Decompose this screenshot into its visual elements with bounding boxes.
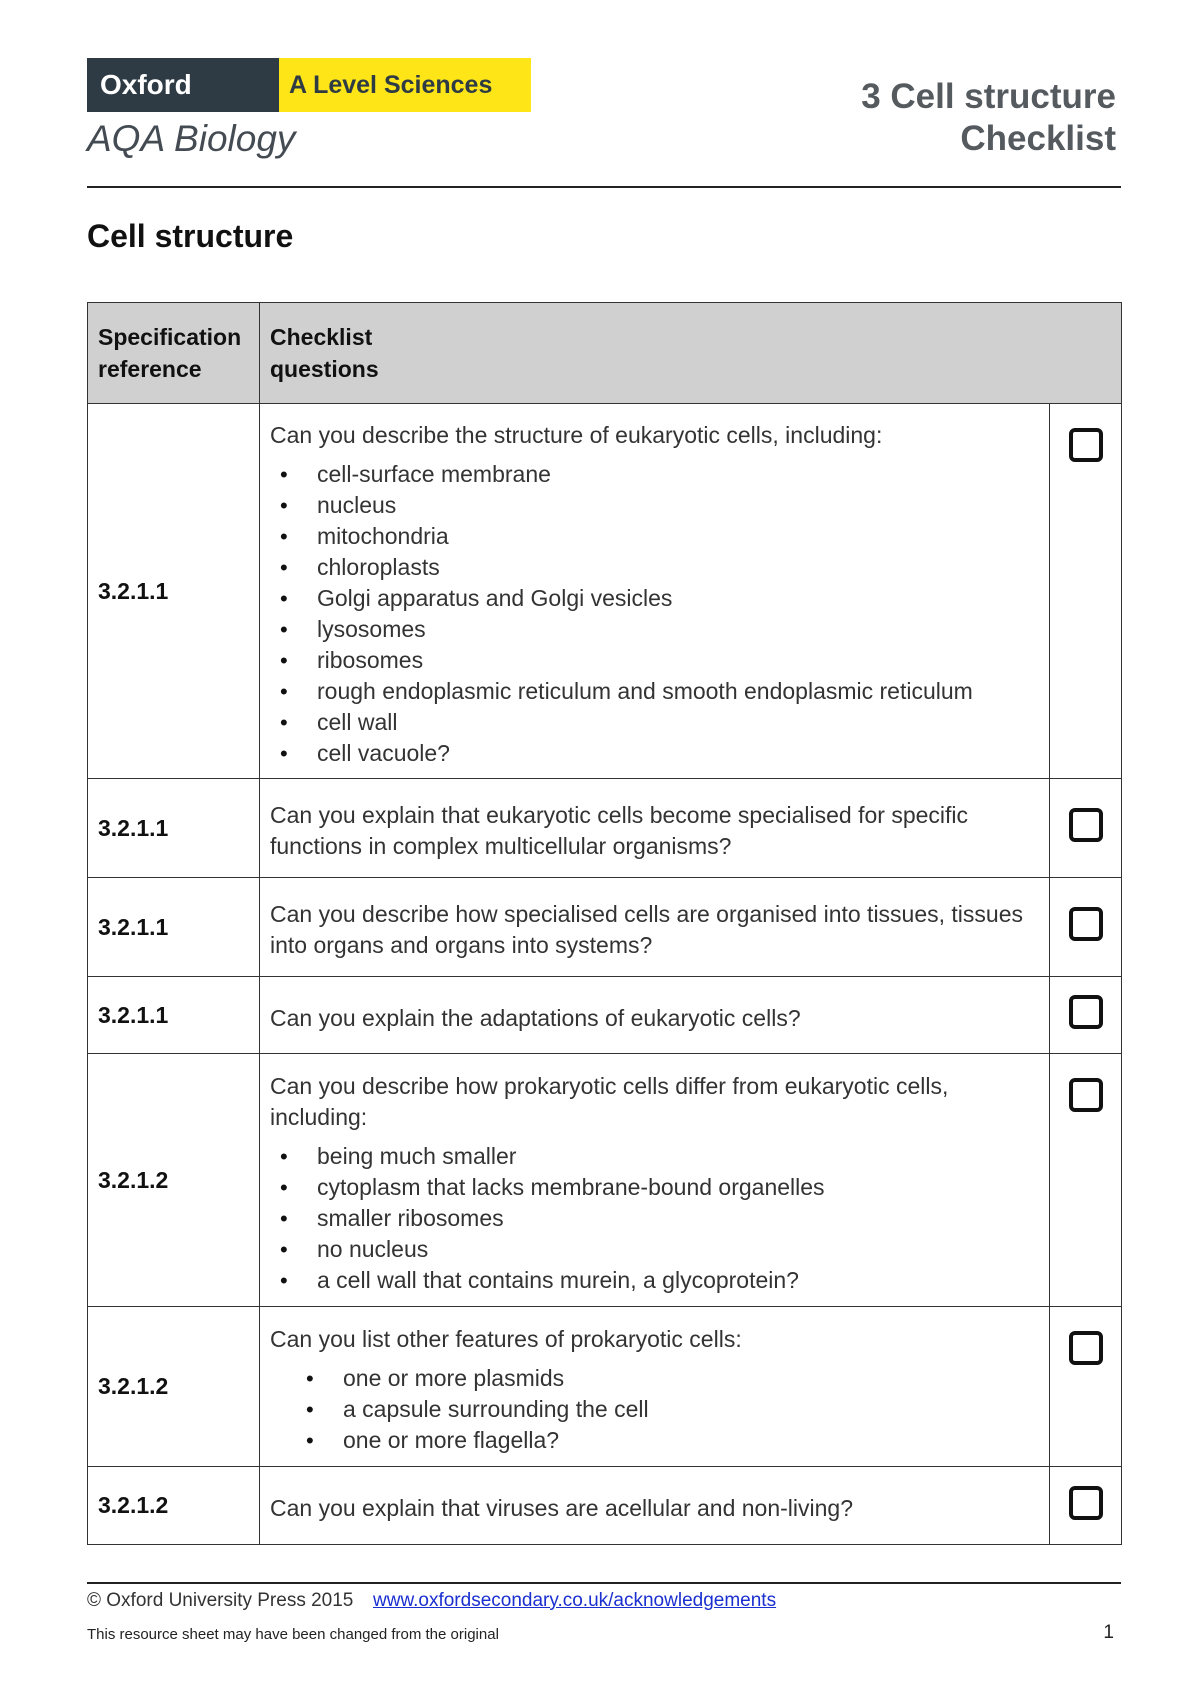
spec-reference: 3.2.1.2 [88,1307,260,1467]
disclaimer-text: This resource sheet may have been changed from the original [87,1626,499,1643]
question-text: Can you describe the structure of eukaryotic cells, including: [270,421,883,448]
checkbox[interactable] [1069,1486,1103,1520]
table-header-row [88,303,1122,404]
list-item: • cell wall [270,707,1039,738]
copyright-notice: © Oxford University Press 2015 [87,1590,354,1611]
question-text-line2: functions in complex multicellular organisms? [270,833,732,859]
checklist-question [260,404,1050,779]
checkbox[interactable] [1069,907,1103,941]
list-item: • a cell wall that contains murein, a glycoprotein? [270,1265,1039,1296]
table-row [88,779,1122,878]
list-item: • cytoplasm that lacks membrane-bound organelles [270,1172,1039,1203]
list-item: • ribosomes [270,645,1039,676]
checkbox[interactable] [1069,1331,1103,1365]
header-q-line2: questions [270,356,379,382]
list-item: • chloroplasts [270,552,1039,583]
list-item: • smaller ribosomes [270,1203,1039,1234]
page-number: 1 [1103,1622,1114,1643]
spec-reference: 3.2.1.2 [88,1054,260,1307]
oxford-logo [87,58,531,112]
table-row [88,1467,1122,1545]
list-item: • no nucleus [270,1234,1039,1265]
document-title [861,76,1116,160]
checklist-question: Can you explain that viruses are acellular and non-living? [260,1467,1050,1545]
document-title-line2: Checklist [960,119,1116,158]
list-item: • lysosomes [270,614,1039,645]
checklist-table [87,302,1122,1545]
checklist-question [260,1307,1050,1467]
checkbox[interactable] [1069,1078,1103,1112]
spec-reference: 3.2.1.1 [88,404,260,779]
question-bullets [270,1363,1039,1456]
checkbox[interactable] [1069,995,1103,1029]
checkbox[interactable] [1069,808,1103,842]
list-item: • nucleus [270,490,1039,521]
checkbox-cell [1050,1467,1122,1545]
checkbox-cell [1050,878,1122,977]
list-item: • cell-surface membrane [270,459,1039,490]
section-heading: Cell structure [87,218,294,254]
checklist-question [260,779,1050,878]
table-row [88,404,1122,779]
list-item: • cell vacuole? [270,738,1039,769]
spec-reference: 3.2.1.1 [88,977,260,1054]
checkbox-cell [1050,1307,1122,1467]
list-item: • a capsule surrounding the cell [270,1394,1039,1425]
question-text: Can you list other features of prokaryotic cells: [270,1325,742,1352]
acknowledgements-link[interactable]: www.oxfordsecondary.co.uk/acknowledgements [373,1590,777,1611]
checklist-question [260,1054,1050,1307]
list-item: • being much smaller [270,1141,1039,1172]
checklist-question: Can you explain the adaptations of eukaryotic cells? [260,977,1050,1054]
question-bullets [270,459,1039,769]
list-item: • one or more flagella? [270,1425,1039,1456]
header-q-line1: Checklist [270,324,373,350]
question-text-line1: Can you describe how specialised cells are organised into tissues, tissues [270,901,1024,927]
header-checklist-questions [260,303,1122,404]
table-row [88,977,1122,1054]
checkbox-cell [1050,1054,1122,1307]
checkbox-cell [1050,404,1122,779]
logo-series-text: A Level Sciences [279,58,531,112]
list-item: • rough endoplasmic reticulum and smooth endoplasmic reticulum [270,676,1039,707]
checkbox-cell [1050,779,1122,878]
spec-reference: 3.2.1.1 [88,779,260,878]
spec-reference: 3.2.1.2 [88,1467,260,1545]
table-row [88,1307,1122,1467]
spec-reference: 3.2.1.1 [88,878,260,977]
question-text-line2: including: [270,1103,368,1130]
question-bullets [270,1141,1039,1296]
list-item: • mitochondria [270,521,1039,552]
table-row [88,1054,1122,1307]
document-title-line1: 3 Cell structure [861,77,1116,116]
subject-title: AQA Biology [87,118,296,159]
logo-oxford-text: Oxford [87,58,279,112]
header-spec-line2: reference [98,356,202,382]
checkbox[interactable] [1069,428,1103,462]
header-divider [87,186,1121,188]
question-text-line2: into organs and organs into systems? [270,932,653,958]
header-spec-line1: Specification [98,324,242,350]
question-text-line1: Can you explain that eukaryotic cells become specialised for specific [270,802,969,828]
list-item: • one or more plasmids [270,1363,1039,1394]
table-row [88,878,1122,977]
footer-divider [87,1582,1121,1584]
header-spec-reference [88,303,260,404]
checkbox-cell [1050,977,1122,1054]
question-text-line1: Can you describe how prokaryotic cells differ from eukaryotic cells, [270,1072,949,1099]
checklist-question [260,878,1050,977]
list-item: • Golgi apparatus and Golgi vesicles [270,583,1039,614]
